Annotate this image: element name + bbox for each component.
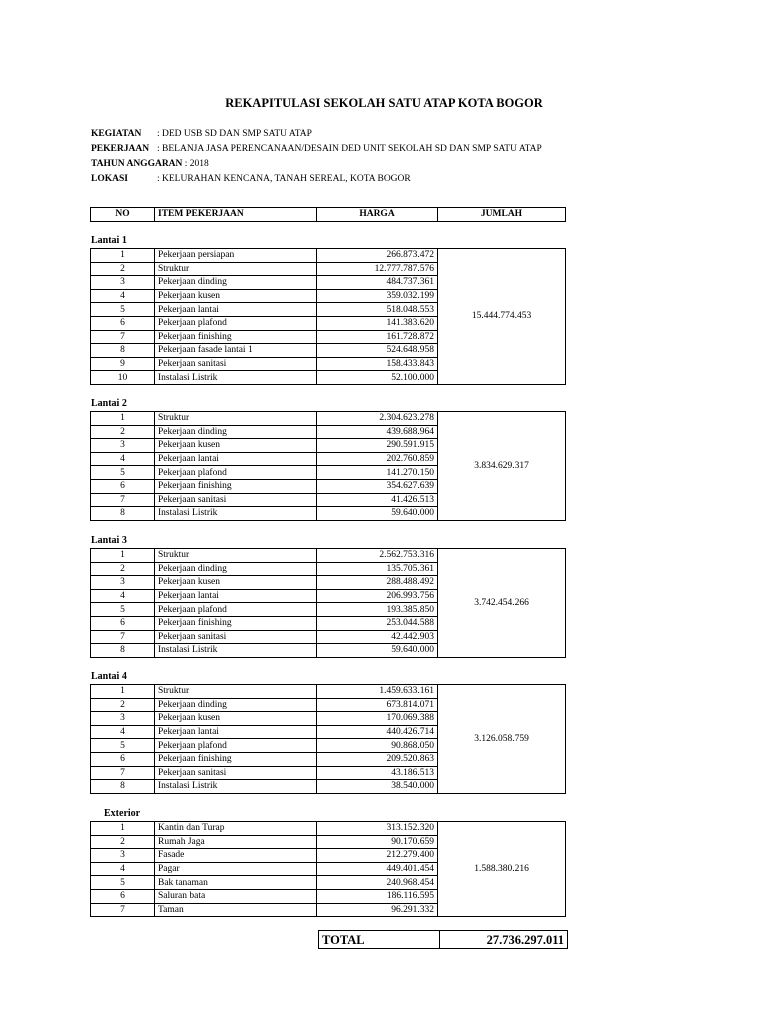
cell-item: Pekerjaan plafond <box>155 603 317 617</box>
total-row <box>319 931 568 949</box>
table-row <box>91 685 566 699</box>
cell-harga: 266.873.472 <box>317 249 438 263</box>
cell-no: 6 <box>91 479 155 493</box>
cell-item: Instalasi Listrik <box>155 780 317 794</box>
cell-no: 1 <box>91 685 155 699</box>
page-title: REKAPITULASI SEKOLAH SATU ATAP KOTA BOGOR <box>225 96 543 110</box>
cell-harga: 96.291.332 <box>317 903 438 917</box>
meta-row-lokasi <box>91 172 542 187</box>
cell-no: 4 <box>91 862 155 876</box>
cell-no: 7 <box>91 330 155 344</box>
meta-value: : DED USB SD DAN SMP SATU ATAP <box>157 129 312 139</box>
cell-jumlah: 3.742.454.266 <box>438 549 566 658</box>
cell-no: 1 <box>91 249 155 263</box>
cell-item: Pekerjaan finishing <box>155 330 317 344</box>
cell-item: Pekerjaan dinding <box>155 276 317 290</box>
cell-harga: 59.640.000 <box>317 644 438 658</box>
cell-no: 9 <box>91 357 155 371</box>
section-label: Lantai 3 <box>91 535 127 546</box>
total-value: 27.736.297.011 <box>440 931 568 949</box>
cell-harga: 170.069.388 <box>317 712 438 726</box>
cell-no: 6 <box>91 889 155 903</box>
cell-jumlah: 1.588.380.216 <box>438 822 566 917</box>
header-table <box>90 207 566 222</box>
cell-no: 8 <box>91 344 155 358</box>
cell-no: 7 <box>91 766 155 780</box>
cell-item: Pagar <box>155 862 317 876</box>
cell-harga: 193.385.850 <box>317 603 438 617</box>
header-no: NO <box>91 208 155 222</box>
section-table <box>90 248 566 385</box>
cell-harga: 240.968.454 <box>317 876 438 890</box>
cell-no: 2 <box>91 698 155 712</box>
cell-item: Pekerjaan lantai <box>155 589 317 603</box>
cell-item: Pekerjaan lantai <box>155 725 317 739</box>
cell-item: Pekerjaan kusen <box>155 439 317 453</box>
cell-harga: 141.270.150 <box>317 466 438 480</box>
cell-no: 8 <box>91 780 155 794</box>
cell-item: Pekerjaan dinding <box>155 425 317 439</box>
cell-item: Pekerjaan sanitasi <box>155 630 317 644</box>
cell-no: 2 <box>91 562 155 576</box>
section-table <box>90 684 566 794</box>
cell-item: Pekerjaan plafond <box>155 739 317 753</box>
meta-row-kegiatan <box>91 127 542 142</box>
cell-harga: 518.048.553 <box>317 303 438 317</box>
table-row <box>91 249 566 263</box>
cell-no: 2 <box>91 835 155 849</box>
cell-harga: 161.728.872 <box>317 330 438 344</box>
cell-item: Fasade <box>155 849 317 863</box>
cell-harga: 135.705.361 <box>317 562 438 576</box>
cell-item: Pekerjaan kusen <box>155 289 317 303</box>
cell-item: Pekerjaan sanitasi <box>155 493 317 507</box>
section-label: Lantai 2 <box>91 398 127 409</box>
cell-harga: 209.520.863 <box>317 752 438 766</box>
cell-item: Taman <box>155 903 317 917</box>
cell-no: 6 <box>91 616 155 630</box>
cell-item: Pekerjaan sanitasi <box>155 357 317 371</box>
cell-no: 1 <box>91 549 155 563</box>
cell-harga: 41.426.513 <box>317 493 438 507</box>
cell-harga: 484.737.361 <box>317 276 438 290</box>
cell-item: Instalasi Listrik <box>155 371 317 385</box>
cell-harga: 524.648.958 <box>317 344 438 358</box>
header-harga: HARGA <box>317 208 438 222</box>
cell-item: Bak tanaman <box>155 876 317 890</box>
cell-no: 4 <box>91 289 155 303</box>
cell-harga: 202.760.859 <box>317 452 438 466</box>
cell-no: 4 <box>91 725 155 739</box>
cell-harga: 288.488.492 <box>317 576 438 590</box>
cell-item: Struktur <box>155 549 317 563</box>
cell-harga: 141.383.620 <box>317 316 438 330</box>
cell-harga: 38.540.000 <box>317 780 438 794</box>
cell-item: Pekerjaan finishing <box>155 752 317 766</box>
cell-item: Kantin dan Turap <box>155 822 317 836</box>
cell-no: 5 <box>91 876 155 890</box>
meta-value: : 2018 <box>184 159 209 169</box>
cell-harga: 90.868.050 <box>317 739 438 753</box>
cell-harga: 206.993.756 <box>317 589 438 603</box>
header-row <box>91 208 566 222</box>
cell-no: 7 <box>91 630 155 644</box>
table-row <box>91 412 566 426</box>
table-row <box>91 822 566 836</box>
cell-item: Pekerjaan dinding <box>155 562 317 576</box>
cell-harga: 90.170.659 <box>317 835 438 849</box>
cell-item: Instalasi Listrik <box>155 644 317 658</box>
cell-harga: 313.152.320 <box>317 822 438 836</box>
cell-no: 5 <box>91 603 155 617</box>
cell-item: Pekerjaan kusen <box>155 712 317 726</box>
cell-no: 3 <box>91 712 155 726</box>
cell-harga: 449.401.454 <box>317 862 438 876</box>
cell-item: Pekerjaan plafond <box>155 316 317 330</box>
cell-harga: 2.304.623.278 <box>317 412 438 426</box>
cell-item: Pekerjaan finishing <box>155 616 317 630</box>
cell-harga: 440.426.714 <box>317 725 438 739</box>
cell-item: Pekerjaan kusen <box>155 576 317 590</box>
cell-no: 3 <box>91 849 155 863</box>
cell-jumlah: 15.444.774.453 <box>438 249 566 385</box>
cell-jumlah: 3.126.058.759 <box>438 685 566 794</box>
cell-harga: 354.627.639 <box>317 479 438 493</box>
cell-harga: 43.186.513 <box>317 766 438 780</box>
cell-item: Struktur <box>155 262 317 276</box>
table-row <box>91 549 566 563</box>
section-table <box>90 411 566 521</box>
total-table <box>318 930 568 949</box>
meta-value: : KELURAHAN KENCANA, TANAH SEREAL, KOTA BOGOR <box>157 174 411 184</box>
cell-no: 8 <box>91 507 155 521</box>
cell-no: 4 <box>91 589 155 603</box>
cell-no: 2 <box>91 262 155 276</box>
cell-item: Pekerjaan lantai <box>155 303 317 317</box>
cell-harga: 186.116.595 <box>317 889 438 903</box>
meta-label: PEKERJAAN <box>91 144 150 154</box>
section-table <box>90 821 566 917</box>
total-label: TOTAL <box>319 931 440 949</box>
meta-label: KEGIATAN <box>91 129 142 139</box>
cell-no: 1 <box>91 822 155 836</box>
section-label: Exterior <box>104 808 141 819</box>
meta-label: LOKASI <box>91 174 128 184</box>
header-jumlah: JUMLAH <box>438 208 566 222</box>
cell-item: Pekerjaan plafond <box>155 466 317 480</box>
cell-harga: 52.100.000 <box>317 371 438 385</box>
cell-harga: 290.591.915 <box>317 439 438 453</box>
cell-jumlah: 3.834.629.317 <box>438 412 566 521</box>
section-label: Lantai 1 <box>91 235 127 246</box>
cell-harga: 359.032.199 <box>317 289 438 303</box>
cell-item: Pekerjaan fasade lantai 1 <box>155 344 317 358</box>
cell-no: 5 <box>91 739 155 753</box>
cell-no: 4 <box>91 452 155 466</box>
meta-label: TAHUN ANGGARAN <box>91 159 183 169</box>
meta-row-pekerjaan <box>91 142 542 157</box>
cell-harga: 12.777.787.576 <box>317 262 438 276</box>
cell-harga: 673.814.071 <box>317 698 438 712</box>
cell-harga: 439.688.964 <box>317 425 438 439</box>
cell-no: 8 <box>91 644 155 658</box>
header-item: ITEM PEKERJAAN <box>155 208 317 222</box>
cell-no: 2 <box>91 425 155 439</box>
cell-harga: 253.044.588 <box>317 616 438 630</box>
cell-item: Rumah Jaga <box>155 835 317 849</box>
cell-no: 5 <box>91 303 155 317</box>
cell-item: Pekerjaan persiapan <box>155 249 317 263</box>
meta-value: : BELANJA JASA PERENCANAAN/DESAIN DED UNIT SEKOLAH SD DAN SMP SATU ATAP <box>157 144 542 154</box>
cell-item: Struktur <box>155 685 317 699</box>
cell-no: 3 <box>91 576 155 590</box>
cell-no: 1 <box>91 412 155 426</box>
cell-item: Pekerjaan lantai <box>155 452 317 466</box>
cell-no: 6 <box>91 316 155 330</box>
meta-row-tahun <box>91 157 542 172</box>
cell-harga: 59.640.000 <box>317 507 438 521</box>
cell-harga: 2.562.753.316 <box>317 549 438 563</box>
section-table <box>90 548 566 658</box>
cell-item: Saluran bata <box>155 889 317 903</box>
meta-block <box>91 127 542 187</box>
cell-item: Pekerjaan sanitasi <box>155 766 317 780</box>
section-label: Lantai 4 <box>91 671 127 682</box>
cell-harga: 42.442.903 <box>317 630 438 644</box>
cell-item: Instalasi Listrik <box>155 507 317 521</box>
cell-no: 3 <box>91 439 155 453</box>
cell-no: 7 <box>91 493 155 507</box>
cell-item: Pekerjaan finishing <box>155 479 317 493</box>
cell-no: 5 <box>91 466 155 480</box>
cell-no: 10 <box>91 371 155 385</box>
cell-no: 6 <box>91 752 155 766</box>
cell-harga: 1.459.633.161 <box>317 685 438 699</box>
cell-no: 3 <box>91 276 155 290</box>
cell-harga: 212.279.400 <box>317 849 438 863</box>
cell-item: Pekerjaan dinding <box>155 698 317 712</box>
cell-item: Struktur <box>155 412 317 426</box>
cell-harga: 158.433.843 <box>317 357 438 371</box>
cell-no: 7 <box>91 903 155 917</box>
